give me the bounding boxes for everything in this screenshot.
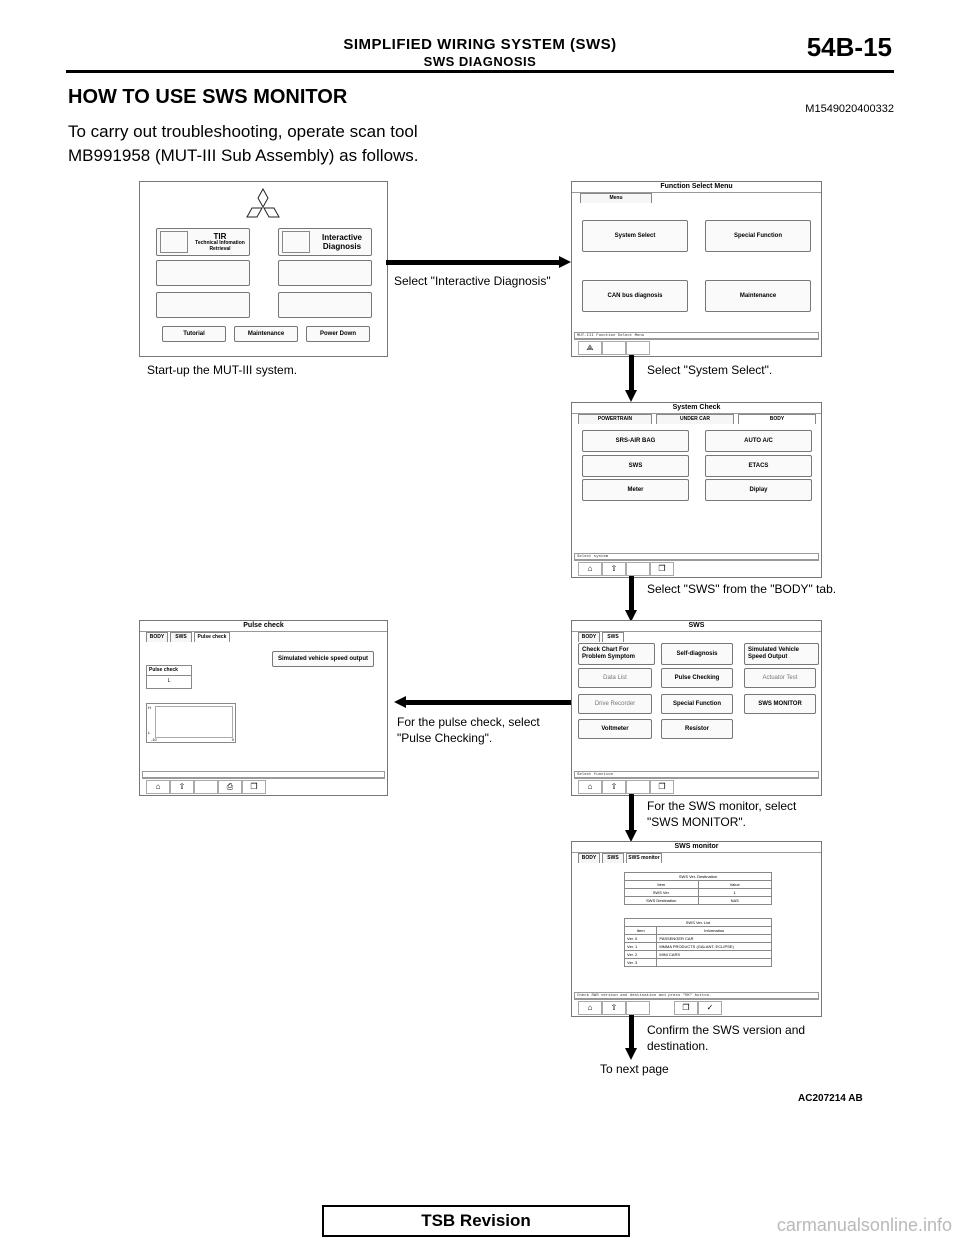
toolbar-empty — [626, 1001, 650, 1015]
drive-recorder-button[interactable]: Drive Recorder — [578, 694, 652, 714]
arrow-down-4-head — [625, 1048, 637, 1060]
pulse-check-title: Pulse check — [140, 621, 387, 632]
home-icon[interactable]: ⌂ — [578, 1001, 602, 1015]
arrow-left-1 — [406, 700, 571, 705]
table-row: SWS Ver. 1 — [625, 889, 772, 897]
document-id: M1549020400332 — [805, 103, 894, 115]
data-list-button[interactable]: Data List — [578, 668, 652, 688]
arrow-down-2 — [629, 576, 634, 612]
arrow-left-1-head — [394, 696, 406, 708]
tir-subtitle: Technical Infomation Retrieval — [195, 239, 245, 252]
table2-head-info: Information — [657, 927, 772, 935]
resistor-button[interactable]: Resistor — [661, 719, 733, 739]
function-status-bar: MUT-III Function Select Menu — [574, 332, 819, 340]
print-icon[interactable]: ⎙ — [218, 780, 242, 794]
monitor-toolbar — [574, 998, 819, 1015]
label-pulse-line1: For the pulse check, select — [397, 715, 540, 729]
label-monitor-line2: "SWS MONITOR". — [647, 815, 746, 829]
label-select-sws: Select "SWS" from the "BODY" tab. — [647, 582, 837, 596]
sws-screen — [571, 620, 822, 796]
tab-sws[interactable]: SWS — [602, 853, 624, 863]
copy-icon[interactable]: ❐ — [242, 780, 266, 794]
intro-text: To carry out troubleshooting, operate scan tool MB991958 (MUT-III Sub Assembly) as follows. — [68, 122, 419, 165]
chapter-title: SIMPLIFIED WIRING SYSTEM (SWS) — [343, 36, 617, 53]
graph-h-label: H — [148, 705, 151, 710]
can-bus-diagnosis-button[interactable]: CAN bus diagnosis — [582, 280, 688, 312]
arrow-down-1-head — [625, 390, 637, 402]
arrow-right-1-head — [559, 256, 571, 268]
chapter-subtitle: SWS DIAGNOSIS — [423, 54, 537, 69]
tab-powertrain[interactable]: POWERTRAIN — [578, 414, 652, 424]
toolbar-empty — [626, 341, 650, 355]
tab-sws[interactable]: SWS — [602, 632, 624, 642]
tab-menu[interactable]: Menu — [580, 193, 652, 203]
table-row: Ver. 0 PASSENGER CAR — [625, 935, 772, 943]
label-monitor-line1: For the SWS monitor, select — [647, 799, 797, 813]
pulse-check-box — [146, 665, 192, 689]
back-icon[interactable]: ⇧ — [170, 780, 194, 794]
toolbar-empty — [194, 780, 218, 794]
pulse-checking-button[interactable]: Pulse Checking — [661, 668, 733, 688]
special-function-button[interactable]: Special Function — [705, 220, 811, 252]
tab-body[interactable]: BODY — [146, 632, 168, 642]
tab-under-car[interactable]: UNDER CAR — [656, 414, 734, 424]
table-row: Ver. 3 — [625, 959, 772, 967]
pulse-check-value: L — [167, 678, 171, 684]
simulated-speed-output-button[interactable]: Simulated vehicle speed output — [272, 651, 374, 667]
home-icon[interactable]: ⌂ — [578, 780, 602, 794]
auto-ac-button[interactable]: AUTO A/C — [705, 430, 812, 452]
arrow-right-1 — [386, 260, 560, 265]
sws-toolbar — [574, 777, 819, 794]
table-row: Ver. 2 MINI CARS — [625, 951, 772, 959]
table-row: SWS Destination NAS — [625, 897, 772, 905]
sws-version-list-table — [624, 918, 772, 967]
tab-sws[interactable]: SWS — [170, 632, 192, 642]
sws-monitor-title: SWS monitor — [572, 842, 821, 853]
arrow-down-3 — [629, 794, 634, 832]
tab-pulse-check[interactable]: Pulse check — [194, 632, 230, 642]
self-diagnosis-button[interactable]: Self-diagnosis — [661, 643, 733, 665]
graph-x1-label: 0 — [231, 737, 234, 742]
pulse-check-screen — [139, 620, 388, 796]
tir-title: TIR — [213, 231, 227, 241]
tsb-revision-box: TSB Revision — [322, 1205, 630, 1237]
monitor-status-bar: Check SWS version and destination and press "OK" button. — [574, 992, 819, 1000]
table2-head-item: Item — [625, 927, 657, 935]
meter-button[interactable]: Meter — [582, 479, 689, 501]
tab-body[interactable]: BODY — [578, 853, 600, 863]
sws-monitor-screen — [571, 841, 822, 1017]
etacs-button[interactable]: ETACS — [705, 455, 812, 477]
label-pulse-line2: "Pulse Checking". — [397, 731, 493, 745]
toolbar-empty — [626, 780, 650, 794]
arrow-down-1 — [629, 355, 634, 391]
tab-body[interactable]: BODY — [738, 414, 816, 424]
mitsubishi-logo-icon — [243, 188, 283, 224]
home-icon[interactable]: ⌂ — [146, 780, 170, 794]
maintenance-button[interactable]: Maintenance — [234, 326, 298, 342]
tab-sws-monitor[interactable]: SWS monitor — [626, 853, 662, 863]
sws-screen-title: SWS — [572, 621, 821, 632]
table1-head-item: Item — [625, 881, 699, 889]
header-rule — [66, 70, 894, 73]
copy-icon[interactable]: ❐ — [650, 562, 674, 576]
interactive-diagnosis-button[interactable] — [278, 228, 372, 256]
display-button[interactable]: Diplay — [705, 479, 812, 501]
label-confirm-line2: destination. — [647, 1039, 709, 1053]
table-row: Ver. 1 MMMA PRODUCTS (GALANT, ECLIPSE) — [625, 943, 772, 951]
tab-body[interactable]: BODY — [578, 632, 600, 642]
startup-screen — [139, 181, 388, 357]
label-startup: Start-up the MUT-III system. — [147, 363, 298, 377]
ok-check-icon[interactable]: ✓ — [698, 1001, 722, 1015]
srs-air-bag-button[interactable]: SRS-AIR BAG — [582, 430, 689, 452]
table1-head-value: Value — [698, 881, 772, 889]
pulse-graph — [146, 703, 236, 743]
pulse-check-label: Pulse check — [147, 666, 191, 676]
graph-plot-area — [155, 706, 233, 738]
graph-x0-label: -10 — [151, 737, 157, 742]
tir-button[interactable] — [156, 228, 250, 256]
check-chart-button[interactable]: Check Chart For Problem Symptom — [578, 643, 655, 665]
startup-blank-button-1[interactable] — [156, 260, 250, 286]
sws-status-bar: Select function — [574, 771, 819, 779]
home-icon[interactable]: ⌂ — [578, 562, 602, 576]
function-select-title: Function Select Menu — [572, 182, 821, 193]
sws-button[interactable]: SWS — [582, 455, 689, 477]
power-down-button[interactable]: Power Down — [306, 326, 370, 342]
startup-blank-button-3[interactable] — [156, 292, 250, 318]
pulse-toolbar — [142, 777, 385, 794]
startup-blank-button-4[interactable] — [278, 292, 372, 318]
label-select-system: Select "System Select". — [647, 363, 773, 377]
function-select-screen — [571, 181, 822, 357]
copy-icon[interactable]: ❐ — [650, 780, 674, 794]
interactive-diagnosis-label: Interactive Diagnosis — [321, 232, 363, 251]
back-icon[interactable]: ⇧ — [602, 780, 626, 794]
maintenance-menu-button[interactable]: Maintenance — [705, 280, 811, 312]
watermark: carmanualsonline.info — [776, 1215, 952, 1235]
section-title: HOW TO USE SWS MONITOR — [68, 86, 348, 108]
system-check-title: System Check — [572, 403, 821, 414]
graph-l-label: L — [148, 730, 151, 735]
system-toolbar — [574, 559, 819, 576]
startup-blank-button-2[interactable] — [278, 260, 372, 286]
toolbar-empty — [626, 562, 650, 576]
page-number: 54B-15 — [806, 32, 892, 62]
label-next-page: To next page — [600, 1062, 669, 1076]
copy-icon[interactable]: ❐ — [674, 1001, 698, 1015]
sws-version-table — [624, 872, 772, 905]
back-icon[interactable]: ⇧ — [602, 562, 626, 576]
table2-title: SWS Ver. List — [625, 919, 772, 927]
system-check-screen — [571, 402, 822, 578]
label-select-interactive: Select "Interactive Diagnosis" — [394, 274, 551, 288]
actuator-test-button[interactable]: Actuator Test — [744, 668, 816, 688]
sws-monitor-button[interactable]: SWS MONITOR — [744, 694, 816, 714]
figure-id: AC207214 AB — [798, 1093, 863, 1104]
back-icon[interactable]: ⇧ — [602, 1001, 626, 1015]
function-toolbar — [574, 338, 819, 355]
system-status-bar: Select system — [574, 553, 819, 561]
mitsubishi-small-icon[interactable]: ⟁ — [578, 341, 602, 355]
toolbar-empty — [602, 341, 626, 355]
label-confirm-line1: Confirm the SWS version and — [647, 1023, 806, 1037]
special-function-sws-button[interactable]: Special Function — [661, 694, 733, 714]
simulated-speed-button[interactable]: Simulated Vehicle Speed Output — [744, 643, 819, 665]
table1-title: SWS Ver. Destination — [625, 873, 772, 881]
arrow-down-4 — [629, 1015, 634, 1051]
system-select-button[interactable]: System Select — [582, 220, 688, 252]
voltmeter-button[interactable]: Voltmeter — [578, 719, 652, 739]
tutorial-button[interactable]: Tutorial — [162, 326, 226, 342]
